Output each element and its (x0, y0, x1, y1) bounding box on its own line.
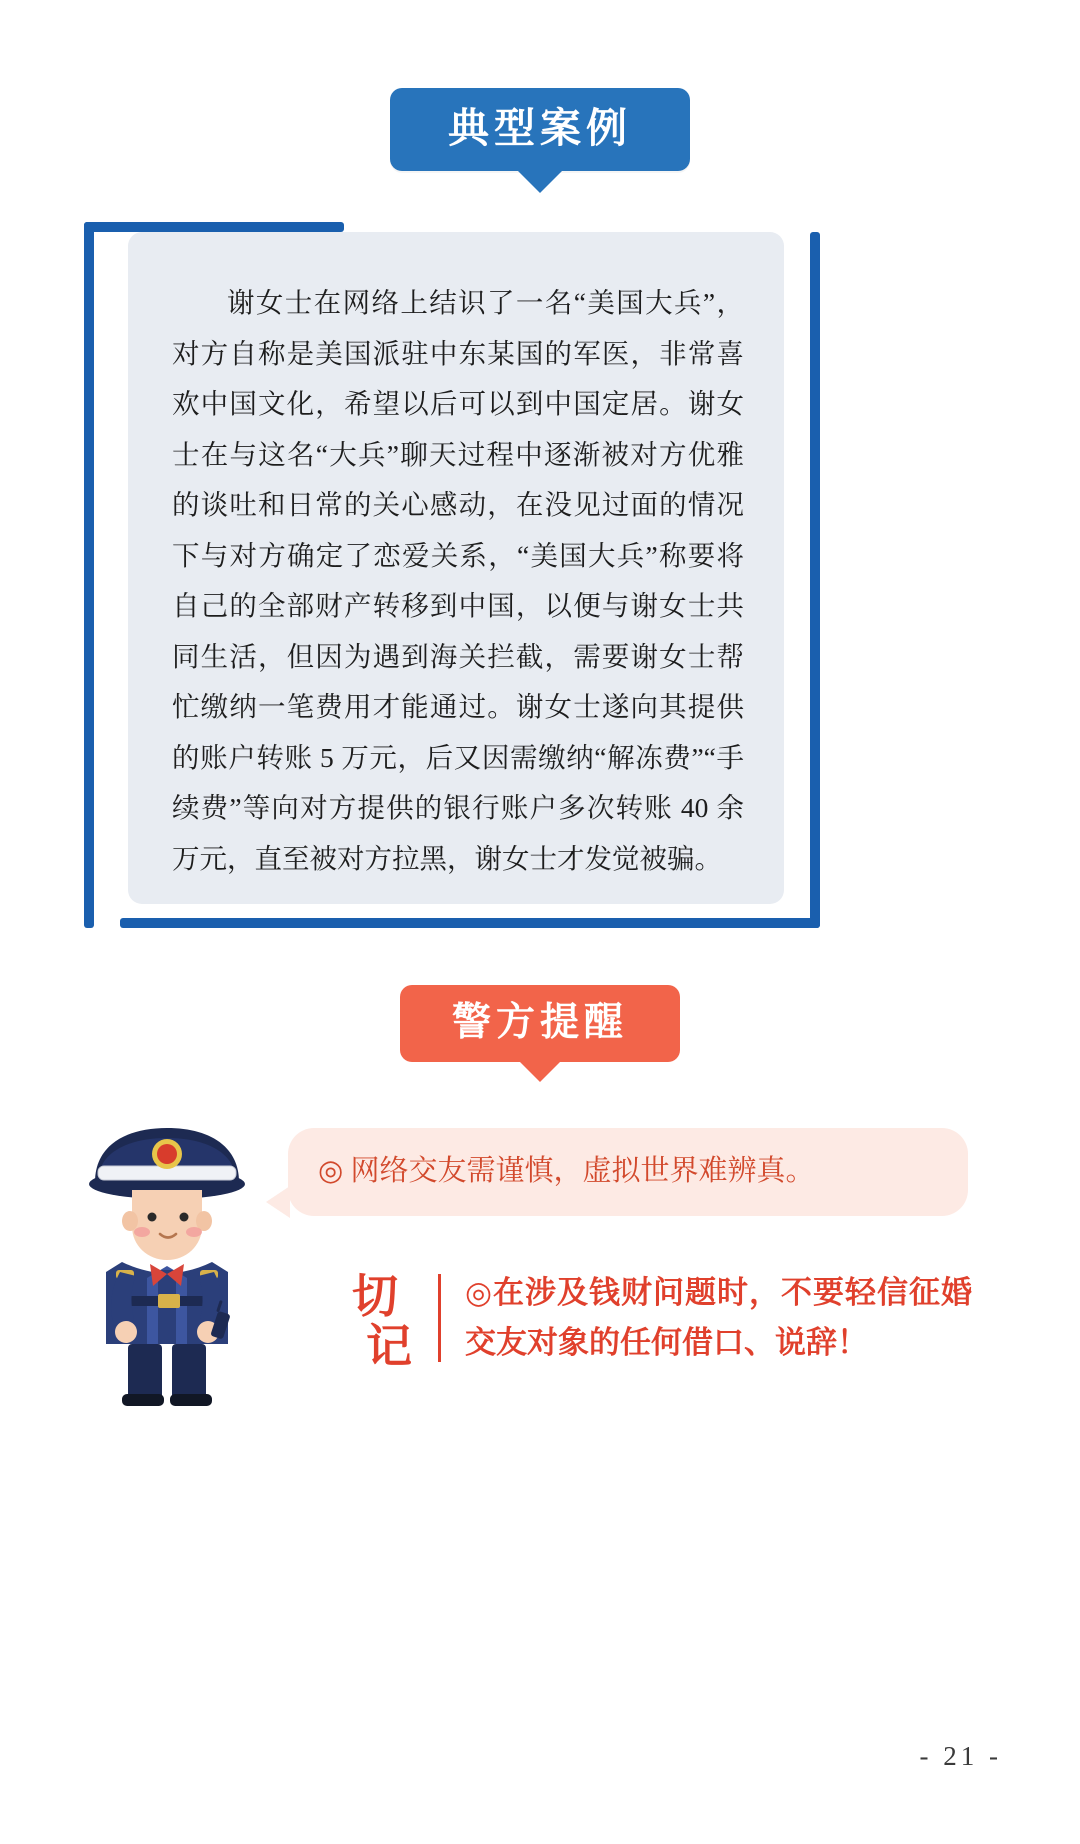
police-tip-bubble (288, 1128, 968, 1216)
bubble-pointer-icon (266, 1186, 290, 1218)
police-officer-illustration (62, 1120, 272, 1410)
police-tip-bubble-text: ◎ 网络交友需谨慎，虚拟世界难辨真。 (318, 1155, 815, 1187)
tip-banner-container (0, 985, 1080, 1062)
remember-text: ◎在涉及钱财问题时，不要轻信征婚交友对象的任何借口、说辞！ (465, 1275, 972, 1360)
case-banner-container (0, 88, 1080, 171)
tip-banner-pointer-icon (518, 1060, 562, 1082)
remember-stamp-char-2: 记 (366, 1321, 412, 1372)
tip-banner-label: 警方提醒 (451, 1001, 628, 1044)
case-body-text: 谢女士在网络上结识了一名“美国大兵”，对方自称是美国派驻中东某国的军医，非常喜欢中国文化，希望以后可以到中国定居。谢女士在与这名“大兵”聊天过程中逐渐被对方优雅的谈吐和日常的关心感动，在没见过面的情况下与对方确定了恋爱关系，“美国大兵”称要将自己的全部财产转移到中国，以便与谢女士共同生活，但因为遇到海关拦截，需要谢女士帮忙缴纳一笔费用才能通过。谢女士遂向其提供的账户转账 5 万元，后又因需缴纳“解冻费”“手续费”等向对方提供的银行账户多次转账 40 余万元，直至被对方拉黑，谢女士才发觉被骗。 (172, 287, 744, 874)
case-frame-top-bar (84, 222, 344, 232)
page-number: - 21 - (919, 1741, 1002, 1771)
case-body-panel (128, 232, 784, 904)
case-banner-pointer-icon (516, 169, 564, 193)
remember-divider (438, 1274, 441, 1362)
tip-banner (400, 985, 680, 1062)
remember-stamp (352, 1268, 438, 1372)
case-body-box (84, 222, 820, 928)
case-banner-label: 典型案例 (448, 105, 632, 151)
remember-stamp-char-1: 切 (352, 1271, 398, 1322)
case-frame-bottom-bar (120, 918, 820, 928)
case-frame-left-bar (84, 222, 94, 928)
case-banner (390, 88, 690, 171)
remember-block (352, 1268, 972, 1372)
case-frame-right-bar (810, 232, 820, 928)
